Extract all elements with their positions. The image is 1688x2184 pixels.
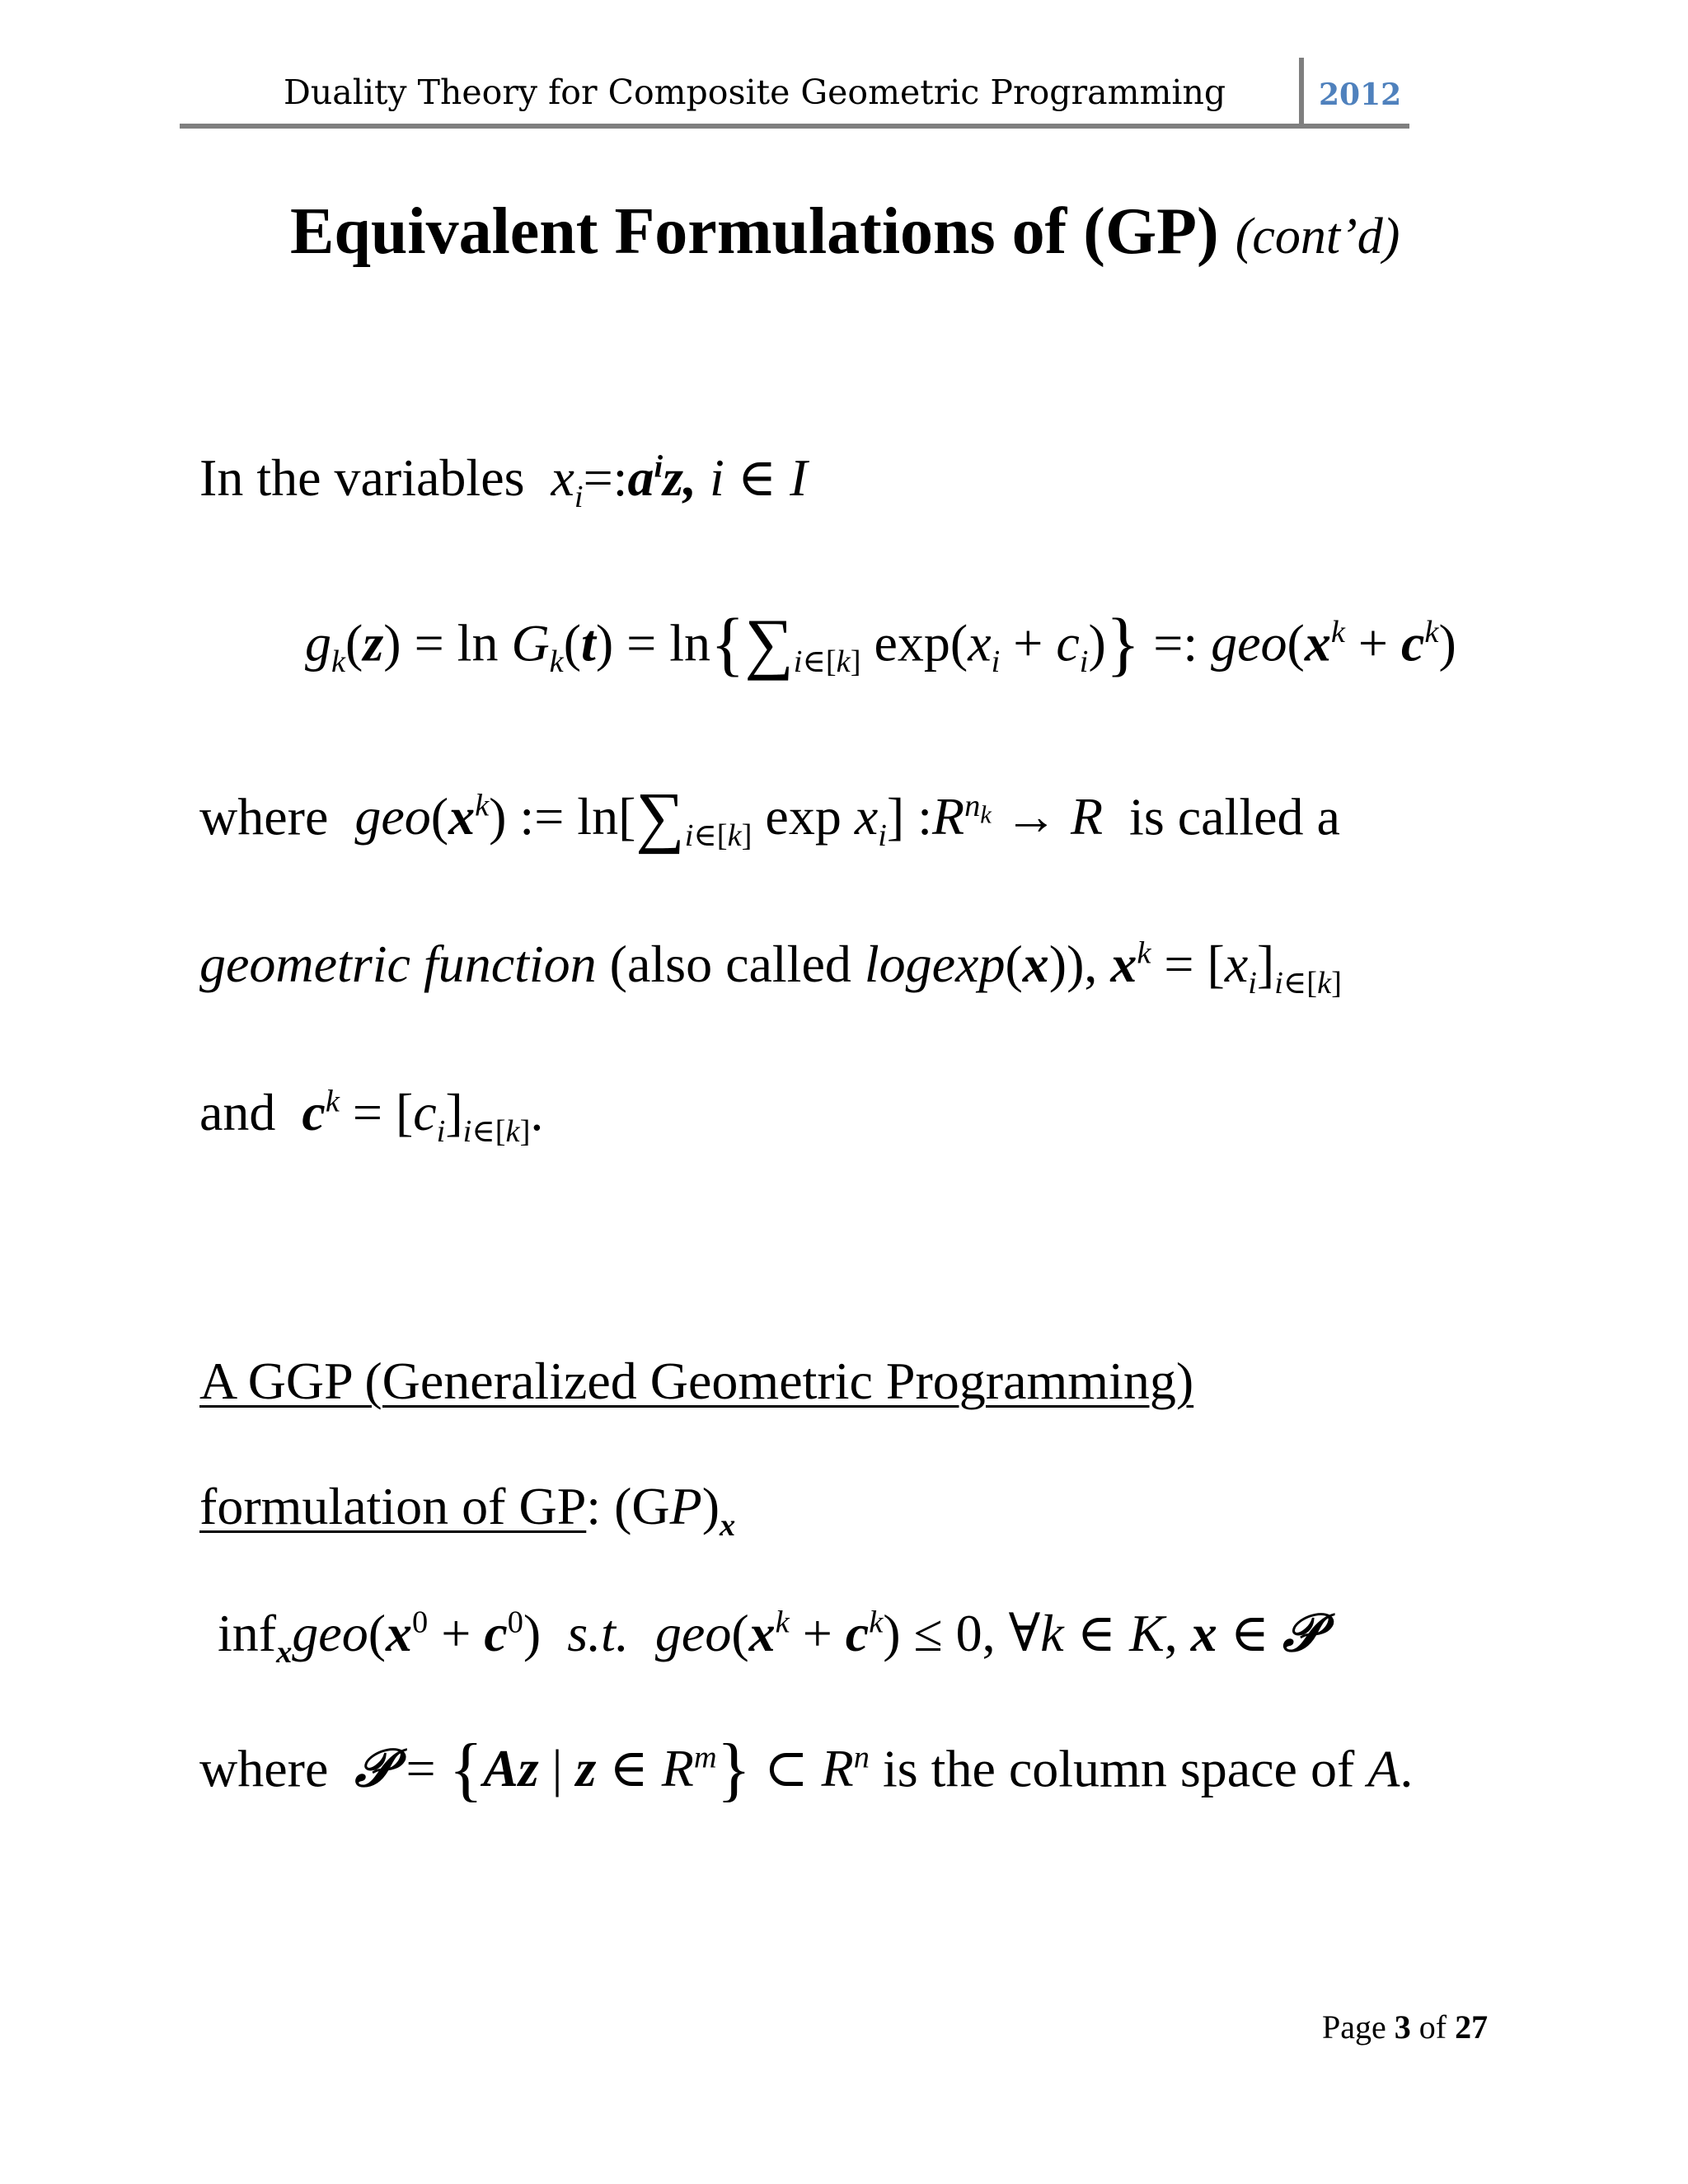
variables-line: [199, 448, 808, 514]
ggp-problem: $inf_xgeo(x^0 + c^0)$ s.t. $geo(x^k + c^k) \le 0$, ∀k ∈ K, x ∈ 𝒫: [218, 1602, 1321, 1670]
logexp-term: logexp: [864, 935, 1006, 993]
geo-definition-line: [199, 779, 1340, 855]
geometric-function-term: geometric function: [199, 935, 597, 993]
geo-definition-formula: $geo(x^k)$ := $\ln[\sum_{i\in[k]}$ $\exp x_i$] $:R^{n_k} \to R$: [354, 779, 1104, 855]
page-current: 3: [1394, 2008, 1411, 2046]
matrix-a: A: [1367, 1739, 1400, 1798]
logexp-formula: logexp(x)), $x^k = [x_i]_{i\in[k]}$: [864, 935, 1342, 1001]
page-number: [1322, 2008, 1488, 2046]
page-header: [180, 58, 1409, 129]
column-space-formula: 𝒫 = {Az | z ∈ $R^m$} ⊂ $R^n$: [354, 1730, 870, 1809]
where-label-1: where: [199, 787, 329, 846]
slide-title-sub: (cont’d): [1235, 209, 1400, 265]
ggp-formulation-label: formulation of GP: [199, 1477, 587, 1535]
ggp-formulation-symbol: : $(GP)_x$: [586, 1477, 736, 1543]
ggp-heading: A GGP (Generalized Geometric Programming): [199, 1352, 1194, 1410]
ggp-formulation-line: [199, 1477, 736, 1543]
called-a-text: is called a: [1129, 787, 1340, 846]
c-vector-formula: $c^k = [c_i]_{i\in[k]}$.: [302, 1083, 544, 1149]
c-vector-line: [199, 1083, 544, 1149]
header-title: Duality Theory for Composite Geometric Programming: [284, 73, 1226, 112]
variables-text: In the variables: [199, 448, 525, 507]
page-total: 27: [1455, 2008, 1489, 2046]
column-space-text: is the column space of: [882, 1739, 1355, 1798]
slide-title: [290, 194, 1400, 269]
geo-equation: $g_k(z) = \ln G_k(t) = \ln\{\sum_{i\in[k]}$ $\exp(x_i + c_i)$} =: $geo(x^k + c^k)$: [305, 604, 1456, 683]
geometric-function-line: [199, 935, 1342, 1001]
header-divider: [1299, 58, 1304, 129]
where-label-2: where: [199, 1739, 329, 1798]
slide-title-main: Equivalent Formulations of (GP): [290, 195, 1219, 268]
page-label: Page: [1322, 2008, 1386, 2046]
of-label: of: [1418, 2008, 1447, 2046]
and-label: and: [199, 1083, 276, 1141]
variables-formula: $x_i=:a^iz$, i ∈ I: [551, 448, 808, 514]
also-called-text: (also called: [609, 935, 851, 993]
header-year: 2012: [1319, 77, 1402, 112]
column-space-line: where 𝒫 = {Az | z ∈ $R^m$} ⊂ $R^n$ is the column space of A.: [199, 1730, 1414, 1809]
